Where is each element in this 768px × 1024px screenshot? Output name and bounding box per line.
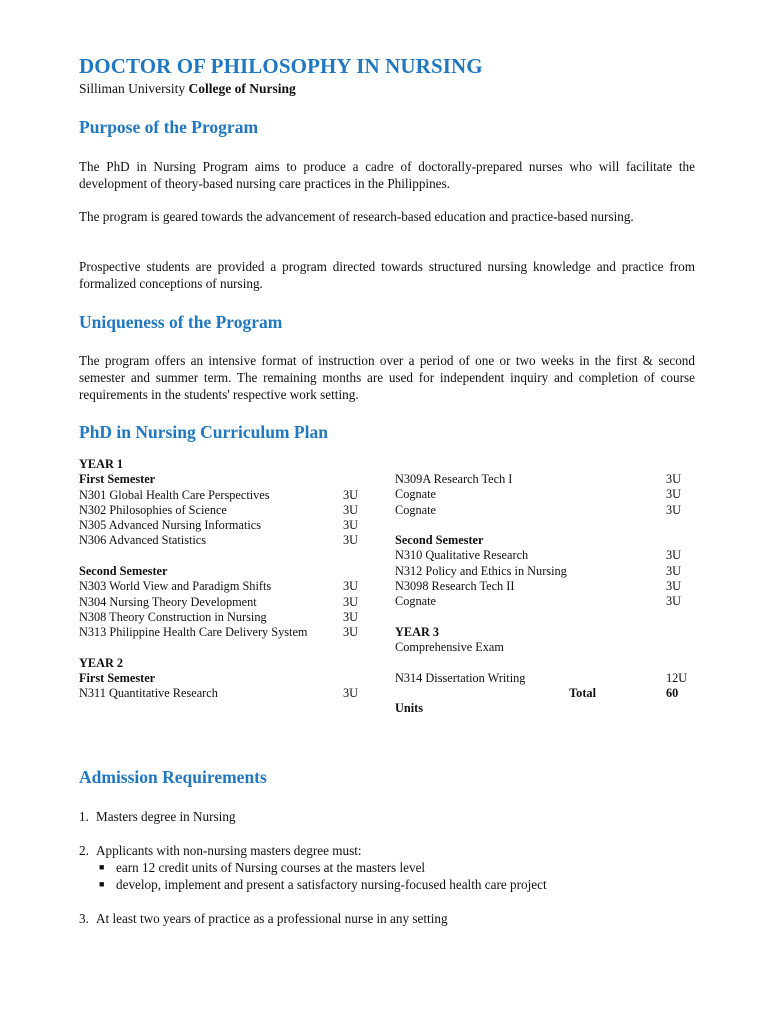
- sub-list-item: ■ develop, implement and present a satisfactory nursing-focused health care project: [99, 877, 547, 892]
- course-name: N3098 Research Tech II: [395, 579, 515, 594]
- course-units: 3U: [343, 518, 359, 533]
- course-units: 12U: [666, 670, 688, 685]
- course-units: 3U: [343, 594, 359, 609]
- course-row: [79, 488, 365, 503]
- comprehensive-exam: Comprehensive Exam: [395, 640, 504, 655]
- course-name: N304 Nursing Theory Development: [79, 594, 257, 609]
- sub-list-item: ■ earn 12 credit units of Nursing courses at the masters level: [99, 860, 426, 875]
- course-name: Cognate: [395, 487, 436, 502]
- course-row: [395, 472, 688, 487]
- list-item: 2. Applicants with non-nursing masters degree must: ■ earn 12 credit units of Nursing courses at the masters level ■ develop, implement and present a satisfactory nursing-focused health care project: [79, 842, 699, 893]
- course-units: 3U: [343, 609, 359, 624]
- course-row: [79, 686, 365, 701]
- course-units: 3U: [343, 579, 359, 594]
- course-name: N302 Philosophies of Science: [79, 502, 227, 517]
- list-item: 1. Masters degree in Nursing: [79, 809, 236, 824]
- course-name: N306 Advanced Statistics: [79, 533, 207, 548]
- course-units: 3U: [343, 533, 359, 548]
- total-row: [395, 686, 688, 701]
- course-units: 3U: [666, 579, 682, 594]
- admission-heading: Admission Requirements: [79, 767, 267, 787]
- purpose-paragraph-1: The PhD in Nursing Program aims to produce a cadre of doctorally-prepared nurses who will facilitate the development of theory-based nursing care practices in the Philippines.: [79, 159, 695, 191]
- year2-second-semester-courses: [395, 548, 688, 609]
- total-label: Total: [569, 686, 596, 701]
- year1-second-semester-courses: [79, 579, 365, 640]
- dissertation-row: [395, 671, 688, 686]
- course-name: N305 Advanced Nursing Informatics: [79, 518, 262, 533]
- course-name: N314 Dissertation Writing: [395, 670, 526, 685]
- course-row: [79, 625, 365, 640]
- uniqueness-paragraph: The program offers an intensive format of instruction over a period of one or two weeks in the first & second semester and summer term. The remaining months are used for independent inquiry and completion of course requirements in the students' respective work setting.: [79, 353, 695, 402]
- curriculum-right-column: [395, 472, 688, 717]
- page-title: DOCTOR OF PHILOSOPHY IN NURSING: [79, 54, 483, 78]
- college-name: College of Nursing: [188, 81, 296, 96]
- course-units: 3U: [343, 686, 359, 701]
- course-units: 3U: [666, 502, 682, 517]
- year2-first-semester-label: First Semester: [79, 671, 156, 686]
- course-row: [395, 503, 688, 518]
- square-bullet-icon: ■: [99, 879, 105, 889]
- course-name: N308 Theory Construction in Nursing: [79, 609, 267, 624]
- purpose-paragraph-2: The program is geared towards the advancement of research-based education and practice-based nursing.: [79, 209, 634, 224]
- course-units: 3U: [343, 502, 359, 517]
- course-row: [79, 595, 365, 610]
- purpose-paragraph-3: Prospective students are provided a program directed towards structured nursing knowledge and practice from formalized conceptions of nursing.: [79, 259, 695, 291]
- course-units: 3U: [343, 625, 359, 640]
- course-row: [79, 533, 365, 548]
- course-row: [79, 579, 365, 594]
- course-units: 3U: [666, 548, 682, 563]
- course-name: Cognate: [395, 594, 436, 609]
- curriculum-heading: PhD in Nursing Curriculum Plan: [79, 422, 328, 442]
- year2-second-semester-label: Second Semester: [395, 533, 484, 548]
- course-name: N303 World View and Paradigm Shifts: [79, 579, 272, 594]
- list-item: 3. At least two years of practice as a professional nurse in any setting: [79, 911, 448, 926]
- course-name: N310 Qualitative Research: [395, 548, 529, 563]
- course-row: [395, 594, 688, 609]
- course-row: [395, 487, 688, 502]
- year2-first-semester-courses: [79, 686, 365, 701]
- course-units: 3U: [666, 594, 682, 609]
- course-row: [79, 518, 365, 533]
- course-row: [395, 564, 688, 579]
- total-units-label: Units: [395, 701, 424, 716]
- course-row: [395, 579, 688, 594]
- course-row: [79, 503, 365, 518]
- year2-label: YEAR 2: [79, 655, 124, 670]
- course-name: N312 Policy and Ethics in Nursing: [395, 563, 567, 578]
- uniqueness-heading: Uniqueness of the Program: [79, 312, 283, 332]
- course-units: 3U: [666, 563, 682, 578]
- subtitle: [79, 81, 296, 97]
- year3-label: YEAR 3: [395, 624, 440, 639]
- course-name: N313 Philippine Health Care Delivery System: [79, 625, 308, 640]
- year1-first-semester-label: First Semester: [79, 472, 156, 487]
- university-name: Silliman University: [79, 81, 186, 96]
- year1-label: YEAR 1: [79, 457, 124, 471]
- course-units: 3U: [666, 487, 682, 502]
- year2-first-semester-courses-continued: [395, 472, 688, 518]
- year1-first-semester-courses: [79, 488, 365, 549]
- course-name: N311 Quantitative Research: [79, 686, 218, 701]
- year1-second-semester-label: Second Semester: [79, 564, 168, 579]
- course-name: Cognate: [395, 502, 436, 517]
- total-value: 60: [666, 686, 679, 701]
- square-bullet-icon: ■: [99, 862, 105, 872]
- admission-requirements-list: [79, 808, 699, 944]
- course-units: 3U: [343, 487, 359, 502]
- sub-list: [96, 859, 699, 893]
- course-row: [79, 610, 365, 625]
- purpose-heading: Purpose of the Program: [79, 117, 259, 137]
- course-name: N309A Research Tech I: [395, 472, 513, 486]
- curriculum-left-column: [79, 457, 365, 702]
- course-name: N301 Global Health Care Perspectives: [79, 487, 270, 502]
- course-units: 3U: [666, 472, 682, 486]
- course-row: [395, 548, 688, 563]
